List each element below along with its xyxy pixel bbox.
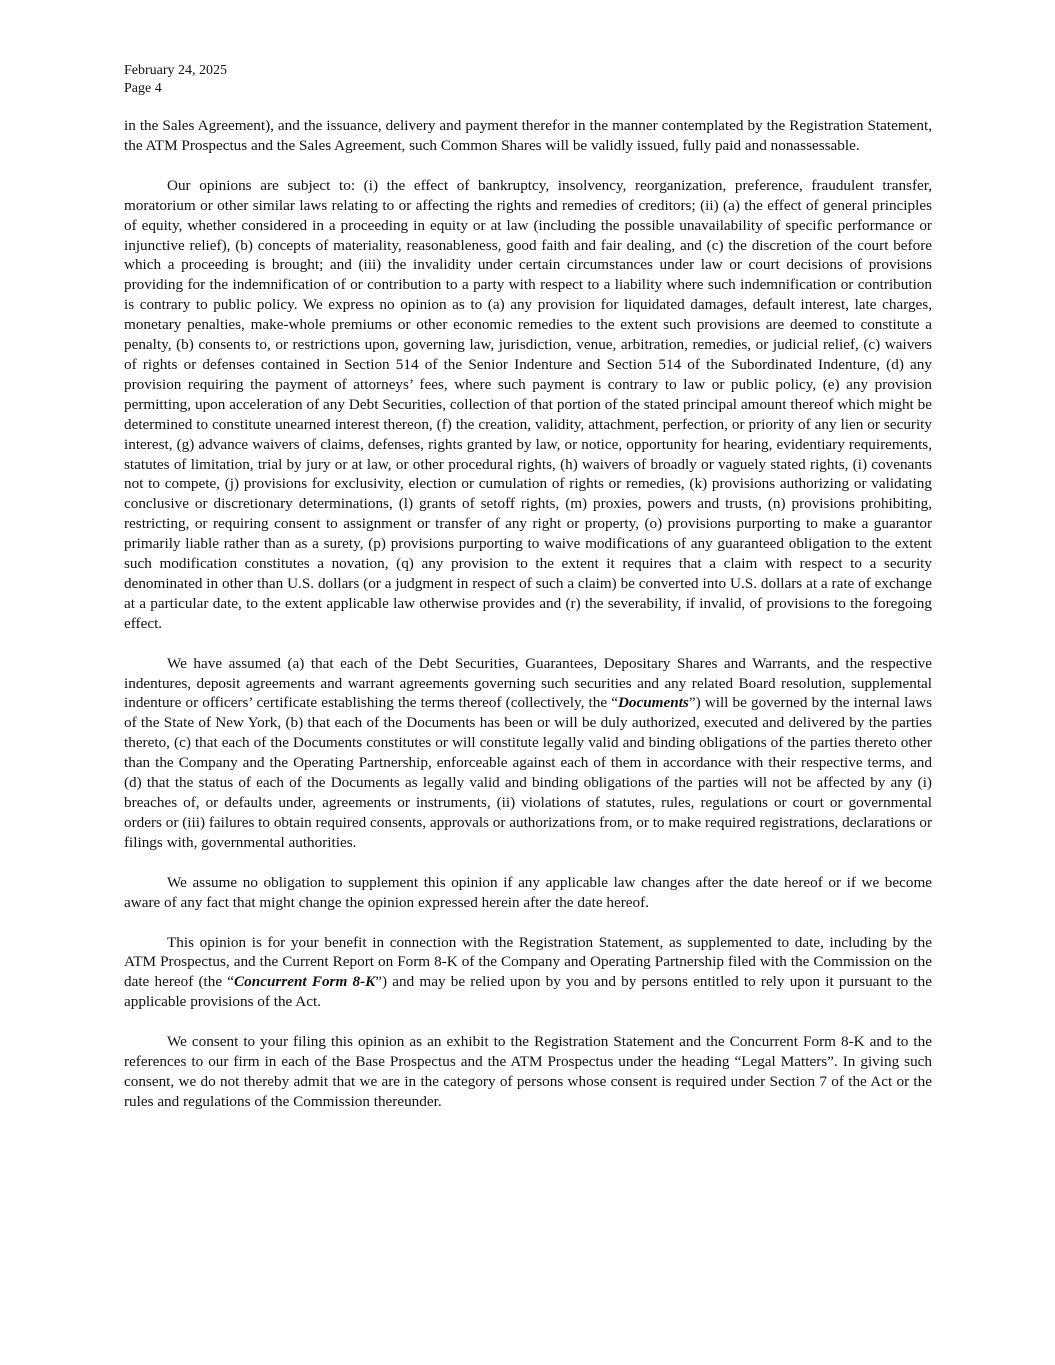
document-page [124,62,932,1132]
paragraph-reliance [124,933,932,1013]
reliance-text-after: ”) and may be relied upon by you and by persons entitled to rely upon it pursuant to the applicable provisions of the Act. [124,973,932,1011]
header-page-number: Page 4 [124,81,162,96]
assumptions-text-before: We have assumed (a) that each of the Debt Securities, Guarantees, Depositary Shares and Warrants, and the respective indentures, deposit agreements and warrant agreements governing such securities and any related Board resolution, supplemental indenture or officers’ certificate establishing the terms thereof (collectively, the “ [124,654,932,712]
paragraph-no-obligation: We assume no obligation to supplement this opinion if any applicable law changes after the date hereof or if we become aware of any fact that might change the opinion expressed herein after the date hereof. [124,873,932,911]
assumptions-text-after: ”) will be governed by the internal laws of the State of New York, (b) that each of the Documents has been or will be duly authorized, executed and delivered by the parties thereto, (c) that each of the Documents constitutes or will constitute legally valid and binding obligations of the parties thereto other than the Company and the Operating Partnership, enforceable against each of them in accordance with their respective terms, and (d) that the status of each of the Documents as legally valid and binding obligations of the parties will not be affected by any (i) breaches of, or defaults under, agreements or instruments, (ii) violations of statutes, rules, regulations or court or governmental orders or (iii) failures to obtain required consents, approvals or authorizations from, or to make required registrations, declarations or filings with, governmental authorities. [124,694,932,851]
paragraph-consent: We consent to your filing this opinion as an exhibit to the Registration Statement and the Concurrent Form 8-K and to the references to our firm in each of the Base Prospectus and the ATM Prospectus under the heading “Legal Matters”. In giving such consent, we do not thereby admit that we are in the category of persons whose consent is required under Section 7 of the Act or the rules and regulations of the Commission thereunder. [124,1033,932,1110]
paragraph-assumptions [124,654,932,853]
page-header [124,62,932,98]
paragraph-continuation: in the Sales Agreement), and the issuance, delivery and payment therefor in the manner contemplated by the Registration Statement, the ATM Prospectus and the Sales Agreement, such Common Shares will be validly issued, fully paid and nonassessable. [124,117,932,154]
defined-term-documents: Documents [617,694,689,712]
reliance-text-before: This opinion is for your benefit in connection with the Registration Statement, as supplemented to date, including by the ATM Prospectus, and the Current Report on Form 8-K of the Company and Operating Partnership filed with the Commission on the date hereof (the “ [124,933,932,991]
defined-term-concurrent-form: Concurrent Form 8-K [234,973,376,991]
paragraph-opinion-qualifications: Our opinions are subject to: (i) the effect of bankruptcy, insolvency, reorganization, preference, fraudulent transfer, moratorium or other similar laws relating to or affecting the rights and remedies of creditors; (ii) (a) the effect of general principles of equity, whether considered in a proceeding in equity or at law (including the possible unavailability of specific performance or injunctive relief), (b) concepts of materiality, reasonableness, good faith and fair dealing, and (c) the discretion of the court before which a proceeding is brought; and (iii) the invalidity under certain circumstances under law or court decisions of provisions providing for the indemnification of or contribution to a party with respect to a liability where such indemnification or contribution is contrary to public policy. We express no opinion as to (a) any provision for liquidated damages, default interest, late charges, monetary penalties, make-whole premiums or other economic remedies to the extent such provisions are deemed to constitute a penalty, (b) consents to, or restrictions upon, governing law, jurisdiction, venue, arbitration, remedies, or judicial relief, (c) waivers of rights or defenses contained in Section 514 of the Senior Indenture and Section 514 of the Subordinated Indenture, (d) any provision requiring the payment of attorneys’ fees, where such payment is contrary to law or public policy, (e) any provision permitting, upon acceleration of any Debt Securities, collection of that portion of the stated principal amount thereof which might be determined to constitute unearned interest thereon, (f) the creation, validity, attachment, perfection, or priority of any lien or security interest, (g) advance waivers of claims, defenses, rights granted by law, or notice, opportunity for hearing, evidentiary requirements, statutes of limitation, trial by jury or at law, or other procedural rights, (h) waivers of broadly or vaguely stated rights, (i) covenants not to compete, (j) provisions for exclusivity, election or cumulation of rights or remedies, (k) provisions authorizing or validating conclusive or discretionary determinations, (l) grants of setoff rights, (m) proxies, powers and trusts, (n) provisions prohibiting, restricting, or requiring consent to assignment or transfer of any right or property, (o) provisions purporting to make a guarantor primarily liable rather than as a surety, (p) provisions purporting to waive modifications of any guaranteed obligation to the extent such modification constitutes a novation, (q) any provision to the extent it requires that a claim with respect to a security denominated in other than U.S. dollars (or a judgment in respect of such a claim) be converted into U.S. dollars at a rate of exchange at a particular date, to the extent applicable law otherwise provides and (r) the severability, if invalid, of provisions to the foregoing effect. [124,176,932,632]
header-date: February 24, 2025 [124,63,228,78]
